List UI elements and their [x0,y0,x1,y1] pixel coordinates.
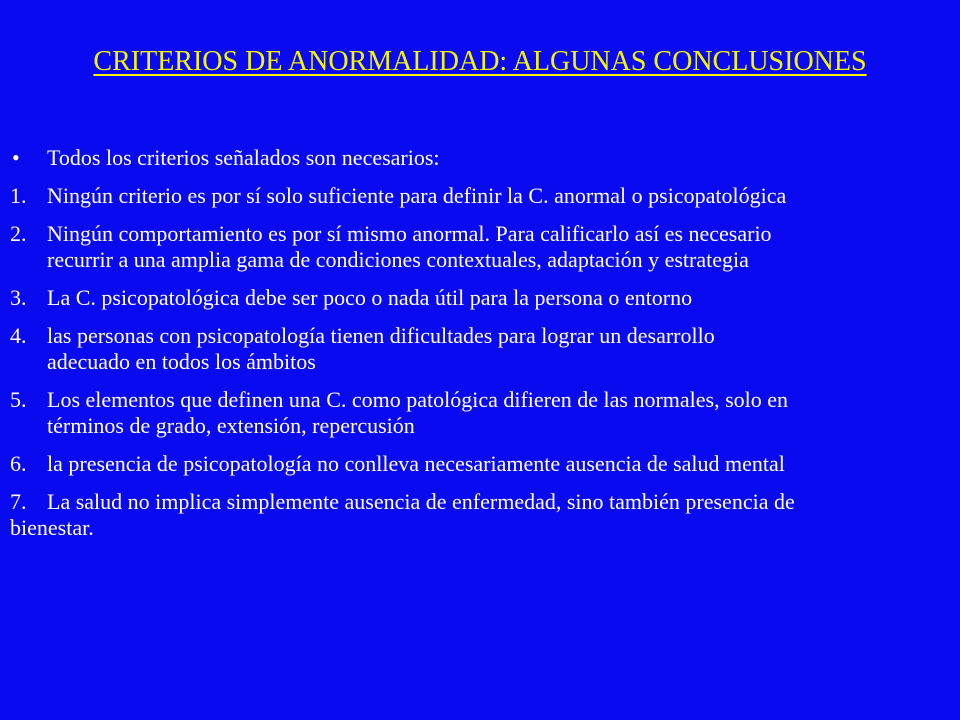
numbered-item-2 [0,221,960,273]
item-number: 7. [10,489,27,514]
item-number: 4. [10,323,27,348]
intro-text: Todos los criterios señalados son necesarios: [47,145,440,170]
slide-title: CRITERIOS DE ANORMALIDAD: ALGUNAS CONCLUSIONES [93,46,867,77]
numbered-item-3 [0,285,960,311]
item-text-line: recurrir a una amplia gama de condiciones contextuales, adaptación y estrategia [47,247,749,272]
item-text-line: bienestar. [10,515,94,540]
item-text-line: Los elementos que definen una C. como patológica difieren de las normales, solo en [47,387,789,412]
item-text-line: Ningún criterio es por sí solo suficiente para definir la C. anormal o psicopatológica [47,183,787,208]
numbered-item-7 [0,489,960,541]
numbered-item-5 [0,387,960,439]
numbered-item-6 [0,451,960,477]
item-text-line: las personas con psicopatología tienen dificultades para lograr un desarrollo [47,323,715,348]
intro-item [0,145,960,171]
item-text-line: La salud no implica simplemente ausencia de enfermedad, sino también presencia de [47,489,795,514]
numbered-item-1 [0,183,960,209]
item-number: 6. [10,451,27,476]
item-text-line: adecuado en todos los ámbitos [47,349,316,374]
item-number: 1. [10,183,27,208]
item-text-line: Ningún comportamiento es por sí mismo anormal. Para calificarlo así es necesario [47,221,772,246]
item-number: 2. [10,221,27,246]
bullet-marker: • [12,145,20,170]
item-text-line: términos de grado, extensión, repercusión [47,413,415,438]
conclusions-list [0,145,960,553]
numbered-item-4 [0,323,960,375]
item-number: 3. [10,285,27,310]
item-text-line: La C. psicopatológica debe ser poco o nada útil para la persona o entorno [47,285,693,310]
item-text-line: la presencia de psicopatología no conlleva necesariamente ausencia de salud mental [47,451,785,476]
item-number: 5. [10,387,27,412]
